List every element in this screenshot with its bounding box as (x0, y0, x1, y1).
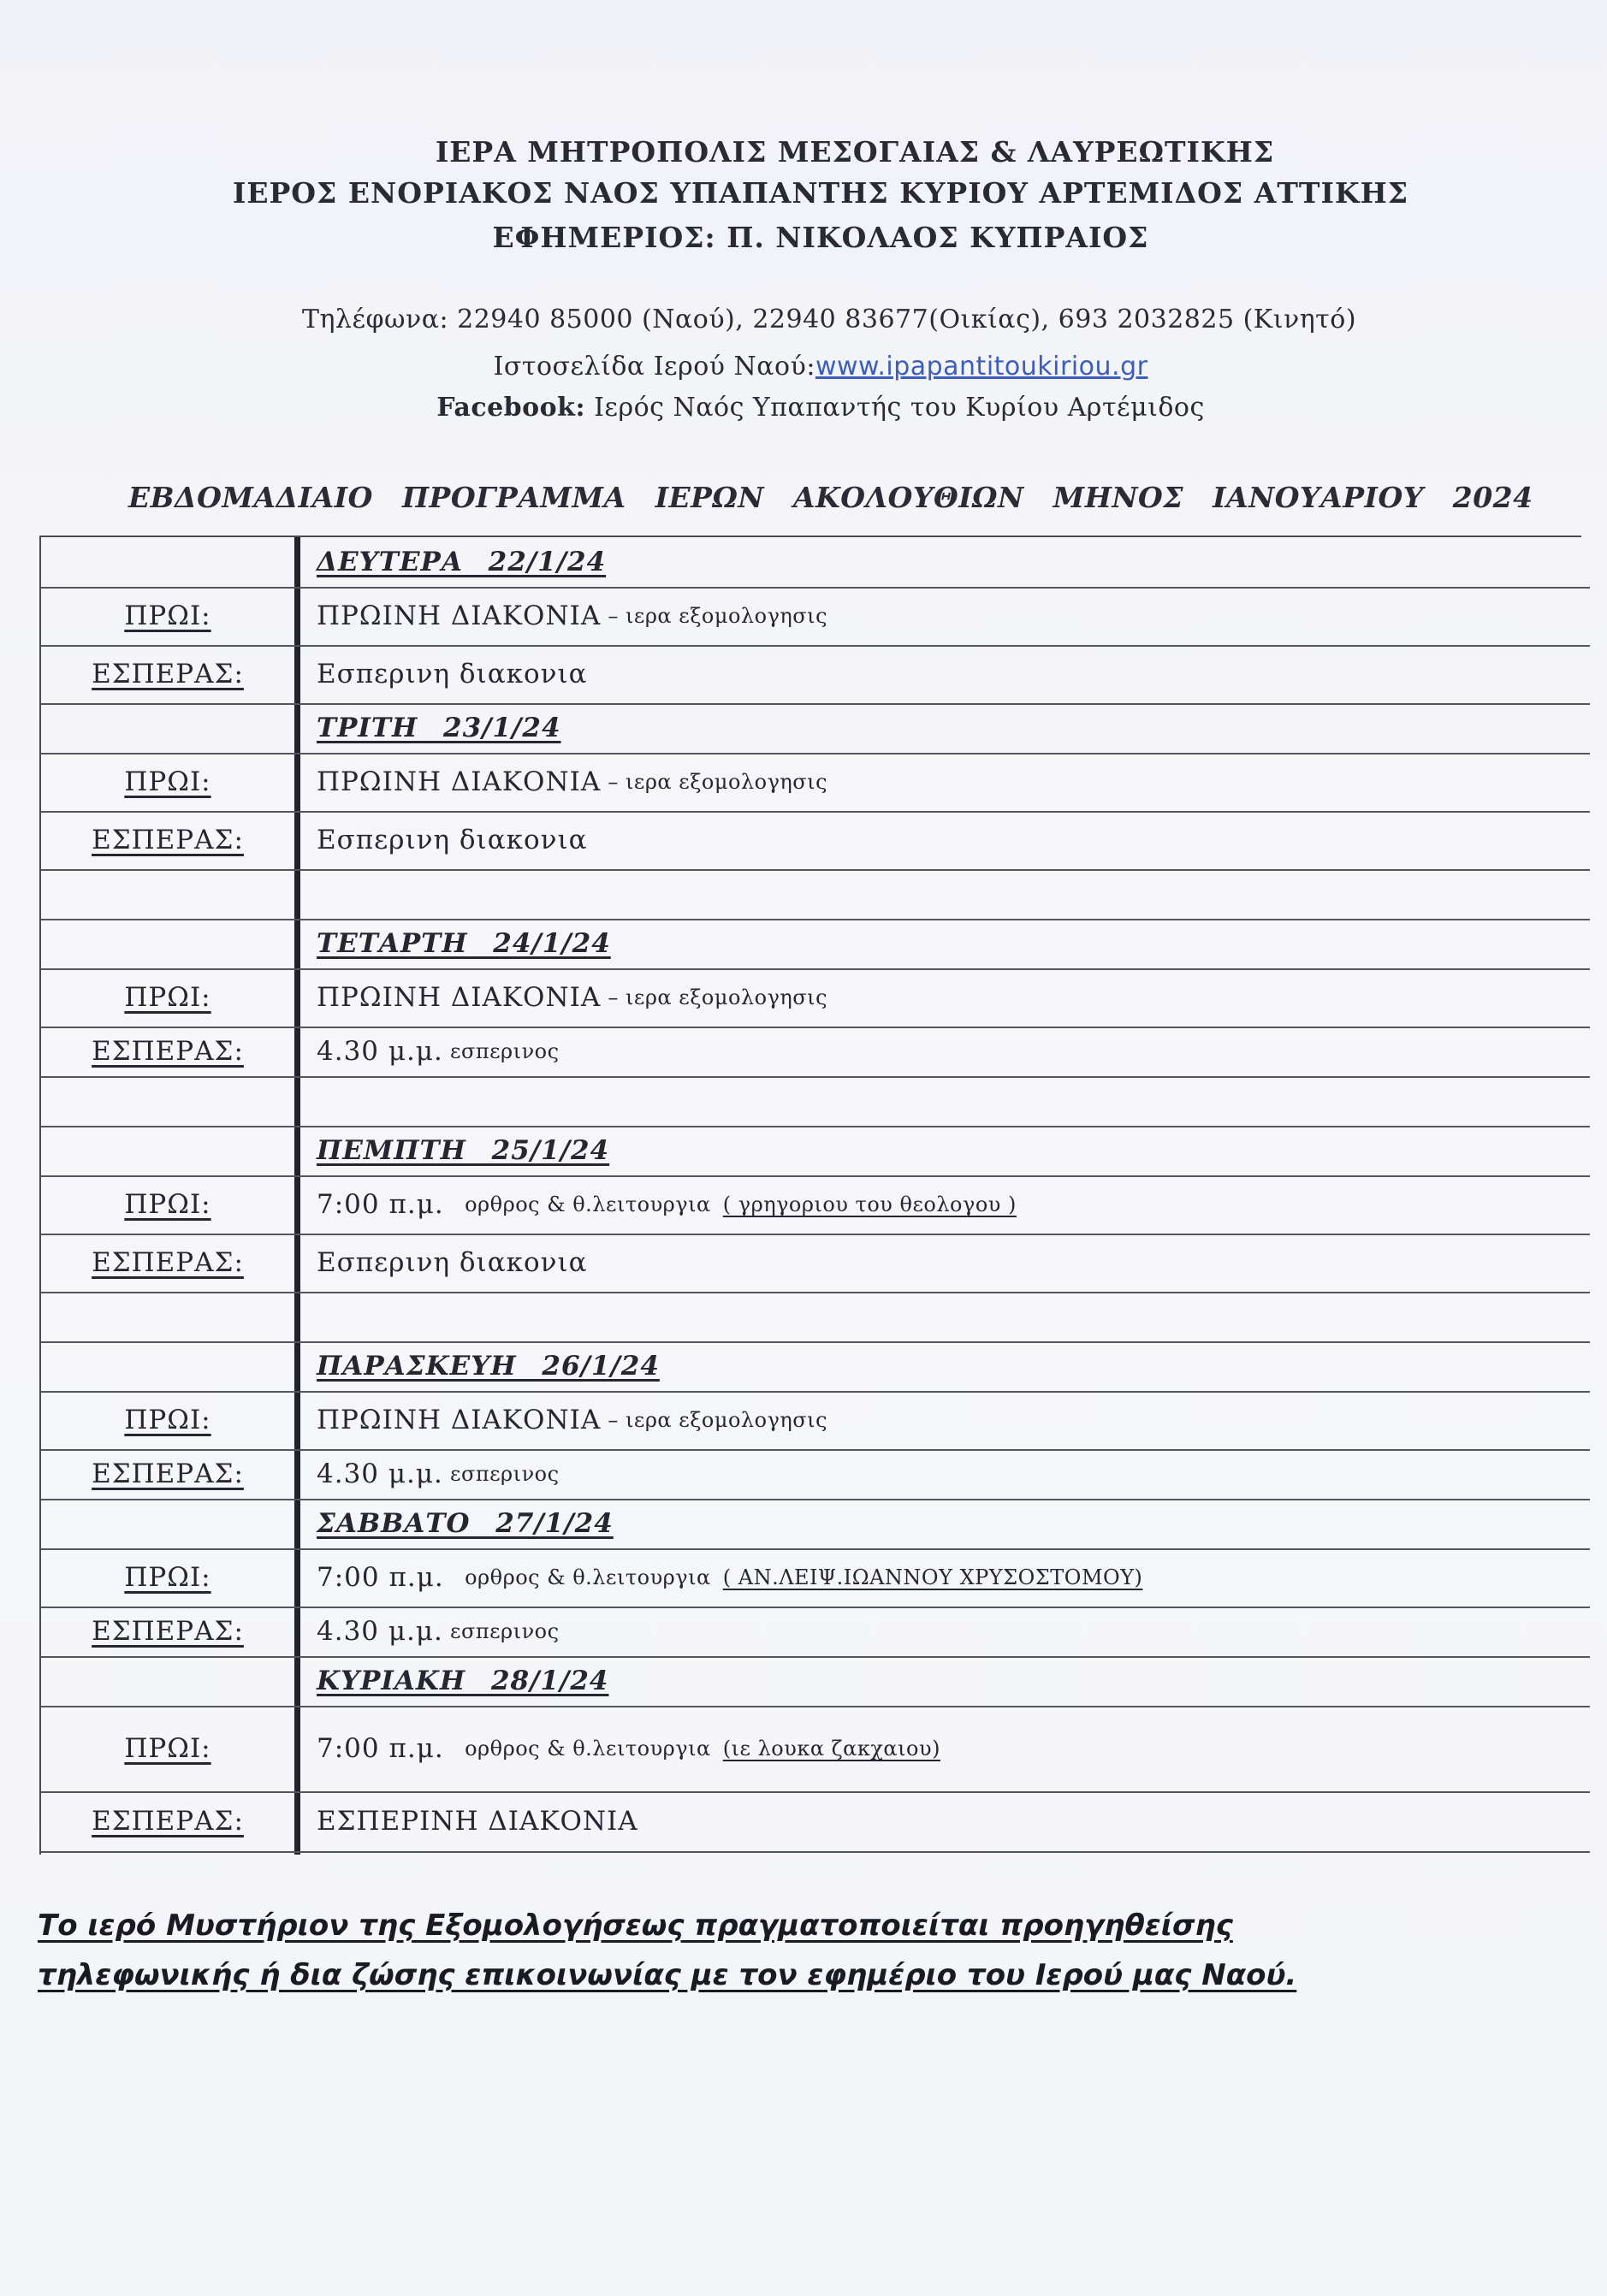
service-cell (317, 1548, 1590, 1607)
service-cell (317, 811, 1590, 869)
time-of-day-cell (41, 753, 294, 811)
time-of-day-label: ΕΣΠΕΡΑΣ: (92, 1459, 244, 1489)
time-of-day-label: ΠΡΩΙ: (124, 1562, 211, 1593)
time-of-day-label: ΕΣΠΕΡΑΣ: (92, 1247, 244, 1278)
service-detail-text: εσπερινος (442, 1619, 560, 1643)
time-of-day-cell (41, 811, 294, 869)
table-row (41, 811, 1590, 871)
service-cell (317, 968, 1590, 1027)
table-row (41, 1706, 1590, 1793)
time-of-day-cell (41, 1791, 294, 1851)
time-of-day-label: ΠΡΩΙ: (124, 1189, 211, 1220)
time-of-day-cell (41, 1656, 294, 1706)
header-church: ΙΕΡΟΣ ΕΝΟΡΙΑΚΟΣ ΝΑΟΣ ΥΠΑΠΑΝΤΗΣ ΚΥΡΙΟΥ ΑΡΤΕΜΙΔΟΣ ΑΤΤΙΚΗΣ (232, 176, 1409, 210)
service-cell (317, 645, 1590, 703)
service-cell (317, 1175, 1590, 1234)
time-of-day-cell (41, 1548, 294, 1607)
table-row (41, 1175, 1590, 1235)
service-main-text: Εσπερινη διακονια (317, 1247, 588, 1278)
day-date-label: ΚΥΡΙΑΚΗ 28/1/24 (317, 1666, 609, 1696)
day-date-label: ΣΑΒΒΑΤΟ 27/1/24 (317, 1508, 614, 1539)
day-row (41, 1499, 1590, 1550)
time-of-day-label: ΠΡΩΙ: (124, 766, 211, 797)
time-of-day-cell (41, 1391, 294, 1449)
time-of-day-cell (41, 1706, 294, 1791)
schedule-table (39, 536, 1581, 1855)
day-row (41, 703, 1590, 754)
blank-row (41, 1076, 1590, 1127)
service-main-text: ΠΡΩΙΝΗ ΔΙΑΚΟΝΙΑ (317, 601, 602, 631)
day-row (41, 537, 1590, 589)
website-link[interactable]: www.ipapantitoukiriou.gr (815, 352, 1148, 382)
service-cell (317, 587, 1590, 645)
day-date-label: ΠΕΜΠΤΗ 25/1/24 (317, 1135, 610, 1166)
service-cell (317, 1791, 1590, 1851)
time-of-day-cell (41, 1499, 294, 1548)
time-of-day-cell (41, 1449, 294, 1499)
service-main-text: ΠΡΩΙΝΗ ΔΙΑΚΟΝΙΑ (317, 766, 602, 797)
time-of-day-label: ΠΡΩΙ: (124, 1733, 211, 1764)
service-main-text: ΕΣΠΕΡΙΝΗ ΔΙΑΚΟΝΙΑ (317, 1806, 638, 1837)
service-cell (317, 753, 1590, 811)
time-of-day-cell (41, 1607, 294, 1656)
service-cell (317, 1499, 1590, 1548)
time-of-day-cell (41, 537, 294, 587)
table-row (41, 1234, 1590, 1293)
table-row (41, 753, 1590, 813)
service-cell (317, 869, 1590, 919)
service-main-text: 7:00 π.μ. (317, 1189, 444, 1220)
service-commemoration-note: ( γρηγοριου του θεολογου ) (722, 1192, 1017, 1216)
facebook-value: Ιερός Ναός Υπαπαντής του Κυρίου Αρτέμιδος (585, 393, 1205, 423)
time-of-day-label: ΕΣΠΕΡΑΣ: (92, 659, 244, 689)
schedule-title: ΕΒΔΟΜΑΔΙΑΙΟ ΠΡΟΓΡΑΜΜΑ ΙΕΡΩΝ ΑΚΟΛΟΥΘΙΩΝ ΜΗΝΟΣ ΙΑΝΟΥΑΡΙΟΥ 2024 (128, 481, 1533, 514)
time-of-day-cell (41, 1234, 294, 1292)
time-of-day-cell (41, 1175, 294, 1234)
time-of-day-cell (41, 1126, 294, 1175)
time-of-day-cell (41, 1027, 294, 1076)
service-cell (317, 1656, 1590, 1706)
service-cell (317, 1234, 1590, 1292)
service-cell (317, 1076, 1590, 1126)
service-cell (317, 919, 1590, 968)
day-date-label: ΤΕΤΑΡΤΗ 24/1/24 (317, 928, 611, 959)
footer-line-2: τηλεφωνικής ή δια ζώσης επικοινωνίας με τον εφημέριο του Ιερού μας Ναού. (38, 1958, 1297, 1992)
service-detail-text: ορθρος & θ.λειτουργια (443, 1192, 711, 1216)
service-cell (317, 1706, 1590, 1791)
service-main-text: 7:00 π.μ. (317, 1733, 444, 1764)
service-detail-text: – ιερα εξομολογησις (601, 604, 828, 628)
service-detail-text: – ιερα εξομολογησις (601, 1408, 828, 1432)
service-main-text: Εσπερινη διακονια (317, 825, 588, 855)
table-row (41, 1027, 1590, 1078)
time-of-day-label: ΕΣΠΕΡΑΣ: (92, 1616, 244, 1647)
time-of-day-label: ΠΡΩΙ: (124, 982, 211, 1013)
table-row (41, 1548, 1590, 1608)
service-main-text: 7:00 π.μ. (317, 1562, 444, 1593)
header-priest: ΕΦΗΜΕΡΙΟΣ: Π. ΝΙΚΟΛΑΟΣ ΚΥΠΡΑΙΟΣ (492, 221, 1149, 254)
day-row (41, 919, 1590, 970)
service-commemoration-note: ( ΑΝ.ΛΕΙΨ.ΙΩΑΝΝΟΥ ΧΡΥΣΟΣΤΟΜΟΥ) (722, 1565, 1143, 1589)
service-detail-text: ορθρος & θ.λειτουργια (443, 1565, 711, 1589)
table-row (41, 587, 1590, 647)
service-detail-text: ορθρος & θ.λειτουργια (443, 1737, 711, 1760)
table-row (41, 968, 1590, 1028)
day-date-label: ΔΕΥΤΕΡΑ 22/1/24 (317, 547, 607, 577)
day-date-label: ΠΑΡΑΣΚΕΥΗ 26/1/24 (317, 1351, 660, 1382)
service-detail-text: εσπερινος (442, 1039, 560, 1063)
footer-note (38, 1901, 1595, 2000)
day-row (41, 1341, 1590, 1393)
header-phones: Τηλέφωνα: 22940 85000 (Ναού), 22940 83677(Οικίας), 693 2032825 (Κινητό) (301, 305, 1357, 334)
service-main-text: 4.30 μ.μ. (317, 1616, 443, 1647)
time-of-day-cell (41, 1076, 294, 1126)
website-label: Ιστοσελίδα Ιερού Ναού: (493, 352, 815, 382)
header-facebook (17, 393, 1607, 423)
service-cell (317, 1292, 1590, 1341)
day-row (41, 1126, 1590, 1177)
time-of-day-label: ΠΡΩΙ: (124, 601, 211, 631)
blank-row (41, 1292, 1590, 1343)
time-of-day-label: ΠΡΩΙ: (124, 1405, 211, 1435)
service-main-text: ΠΡΩΙΝΗ ΔΙΑΚΟΝΙΑ (317, 982, 602, 1013)
time-of-day-cell (41, 968, 294, 1027)
service-main-text: Εσπερινη διακονια (317, 659, 588, 689)
service-detail-text: εσπερινος (442, 1462, 560, 1486)
blank-row (41, 869, 1590, 920)
time-of-day-cell (41, 1292, 294, 1341)
time-of-day-label: ΕΣΠΕΡΑΣ: (92, 825, 244, 855)
service-main-text: ΠΡΩΙΝΗ ΔΙΑΚΟΝΙΑ (317, 1405, 602, 1435)
day-date-label: ΤΡΙΤΗ 23/1/24 (317, 713, 561, 743)
time-of-day-label: ΕΣΠΕΡΑΣ: (92, 1036, 244, 1067)
service-cell (317, 1449, 1590, 1499)
header-website (17, 352, 1607, 382)
day-row (41, 1656, 1590, 1707)
service-cell (317, 1391, 1590, 1449)
service-cell (317, 1027, 1590, 1076)
table-row (41, 1391, 1590, 1451)
time-of-day-cell (41, 919, 294, 968)
time-of-day-cell (41, 587, 294, 645)
service-cell (317, 703, 1590, 753)
service-main-text: 4.30 μ.μ. (317, 1459, 443, 1489)
time-of-day-cell (41, 869, 294, 919)
time-of-day-label: ΕΣΠΕΡΑΣ: (92, 1806, 244, 1837)
facebook-label: Facebook: (436, 393, 586, 423)
time-of-day-cell (41, 1341, 294, 1391)
service-cell (317, 1126, 1590, 1175)
table-row (41, 1607, 1590, 1658)
service-cell (317, 1607, 1590, 1656)
table-row (41, 1449, 1590, 1500)
service-commemoration-note: (ιε λουκα ζακχαιου) (722, 1737, 940, 1760)
service-detail-text: – ιερα εξομολογησις (601, 770, 828, 794)
service-cell (317, 1341, 1590, 1391)
footer-line-1: Το ιερό Μυστήριον της Εξομολογήσεως πραγματοποιείται προηγηθείσης (38, 1908, 1233, 1943)
time-of-day-cell (41, 645, 294, 703)
service-detail-text: – ιερα εξομολογησις (601, 985, 828, 1009)
service-main-text: 4.30 μ.μ. (317, 1036, 443, 1067)
service-cell (317, 537, 1590, 587)
header-metropolis: ΙΕΡΑ ΜΗΤΡΟΠΟΛΙΣ ΜΕΣΟΓΑΙΑΣ & ΛΑΥΡΕΩΤΙΚΗΣ (435, 135, 1275, 169)
time-of-day-cell (41, 703, 294, 753)
table-row (41, 1791, 1590, 1853)
table-row (41, 645, 1590, 705)
